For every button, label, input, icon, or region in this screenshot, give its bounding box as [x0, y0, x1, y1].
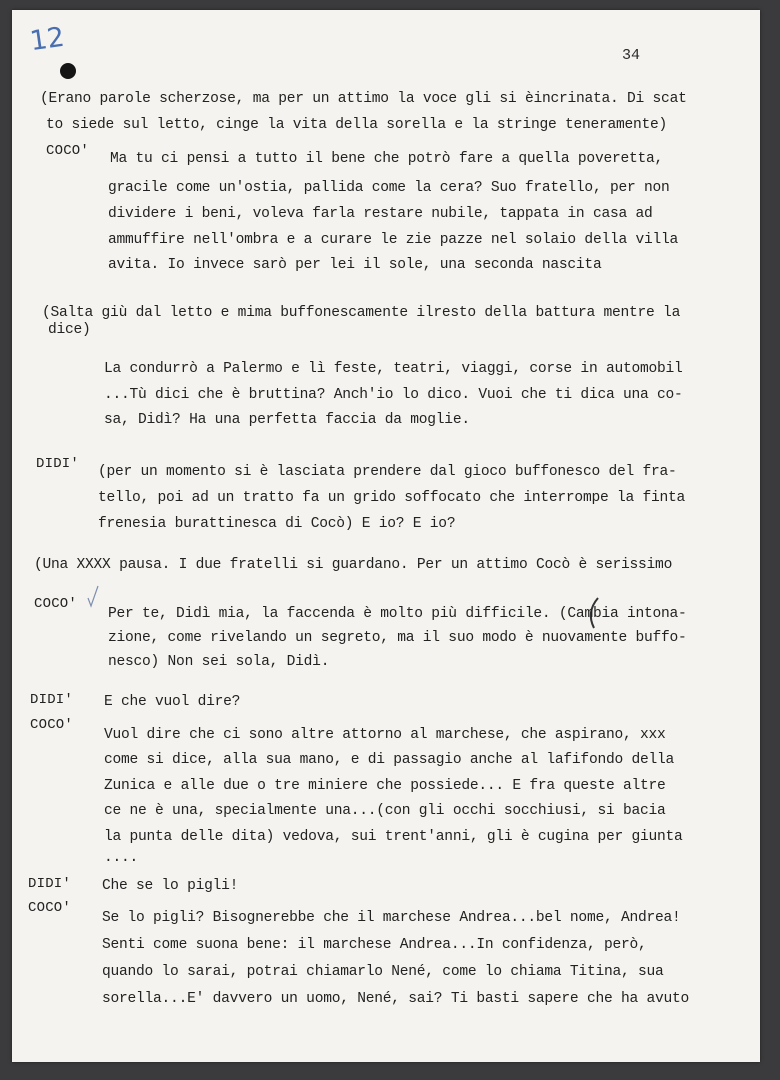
text-line: tello, poi ad un tratto fa un grido soffocato che interrompe la finta: [98, 490, 686, 506]
text-line: (Una XXXX pausa. I due fratelli si guardano. Per un attimo Cocò è serissimo: [34, 557, 673, 573]
text-line: Che se lo pigli!: [102, 878, 239, 894]
speaker-label: DIDI': [28, 876, 72, 892]
text-line: (Salta giù dal letto e mima buffonescamente ilresto della battura mentre la: [42, 305, 681, 321]
speaker-label: DIDI': [36, 456, 80, 472]
speaker-label: COCO': [30, 717, 74, 733]
text-line: la punta delle dita) vedova, sui trent'anni, gli è cugina per giunta: [104, 829, 683, 845]
text-line: to siede sul letto, cinge la vita della sorella e la stringe teneramente): [46, 117, 668, 133]
text-line: quando lo sarai, potrai chiamarlo Nené, come lo chiama Titina, sua: [102, 964, 664, 980]
text-line: nesco) Non sei sola, Didì.: [108, 654, 330, 670]
text-line: dice): [48, 322, 91, 338]
text-line: (per un momento si è lasciata prendere dal gioco buffonesco del fra-: [98, 464, 677, 480]
text-line: Vuol dire che ci sono altre attorno al marchese, che aspirano, xxx: [104, 727, 666, 743]
text-line: ammuffire nell'ombra e a curare le zie pazze nel solaio della villa: [108, 232, 679, 248]
text-line: sa, Didì? Ha una perfetta faccia da moglie.: [104, 412, 470, 428]
speaker-label: COCO': [46, 143, 90, 159]
text-line: Per te, Didì mia, la faccenda è molto più difficile. (Cambia intona-: [108, 606, 687, 622]
text-line: avita. Io invece sarò per lei il sole, una seconda nascita: [108, 257, 602, 273]
text-line: frenesia burattinesca di Cocò) E io? E io?: [98, 516, 456, 532]
text-line: Senti come suona bene: il marchese Andrea...In confidenza, però,: [102, 937, 647, 953]
text-line: ...Tù dici che è bruttina? Anch'io lo dico. Vuoi che ti dica una co-: [104, 387, 683, 403]
text-line: dividere i beni, voleva farla restare nubile, tappata in casa ad: [108, 206, 653, 222]
text-line: Se lo pigli? Bisognerebbe che il marchese Andrea...bel nome, Andrea!: [102, 910, 681, 926]
text-line: ce ne è una, specialmente una...(con gli occhi socchiusi, si bacia: [104, 803, 666, 819]
text-line: ....: [104, 850, 139, 866]
page-number: 34: [622, 47, 641, 64]
text-line: La condurrò a Palermo e lì feste, teatri, viaggi, corse in automobil: [104, 361, 683, 377]
pencil-check-mark-icon: [86, 584, 100, 608]
text-line: Ma tu ci pensi a tutto il bene che potrò fare a quella poveretta,: [110, 151, 663, 167]
speaker-label: COCO': [28, 900, 72, 916]
text-line: come si dice, alla sua mano, e di passagio anche al lafifondo della: [104, 752, 675, 768]
text-line: gracile come un'ostia, pallida come la cera? Suo fratello, per non: [108, 180, 670, 196]
speaker-label: COCO': [34, 596, 78, 612]
text-line: Zunica e alle due o tre miniere che possiede... E fra queste altre: [104, 778, 666, 794]
speaker-label: DIDI': [30, 692, 74, 708]
typewritten-page: [12, 10, 760, 1062]
handwritten-folio-number: 12: [28, 21, 67, 58]
text-line: sorella...E' davvero un uomo, Nené, sai? Ti basti sapere che ha avuto: [102, 991, 690, 1007]
text-line: E che vuol dire?: [104, 694, 241, 710]
text-line: zione, come rivelando un segreto, ma il suo modo è nuovamente buffo-: [108, 630, 687, 646]
text-line: (Erano parole scherzose, ma per un attimo la voce gli si èincrinata. Di scat: [40, 91, 687, 107]
punch-hole: [60, 63, 76, 79]
